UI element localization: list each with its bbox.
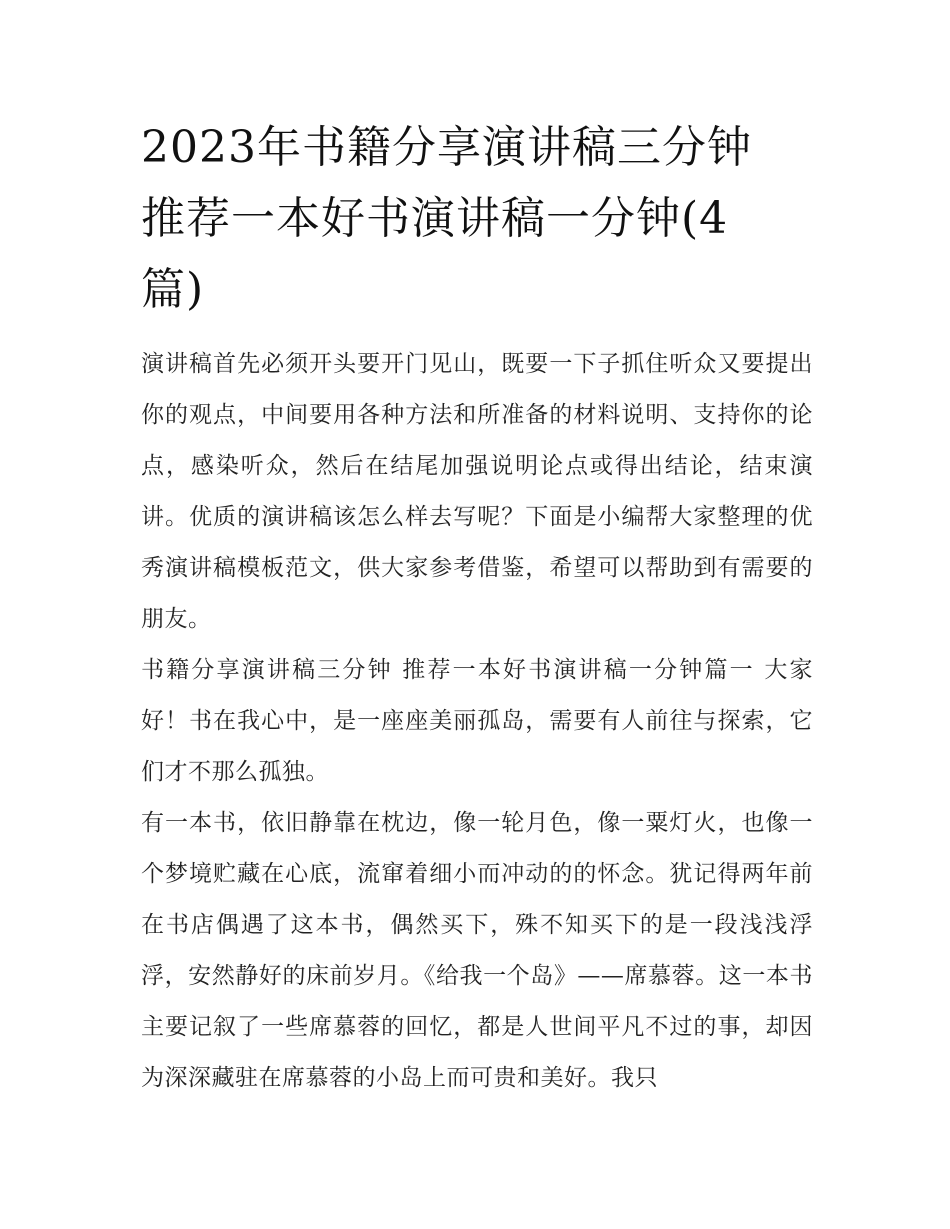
document-body — [141, 112, 813, 1104]
title-line-3: 篇) — [141, 264, 205, 315]
body-paragraph: 有一本书，依旧静靠在枕边，像一轮月色，像一粟灯火，也像一个梦境贮藏在心底，流窜着细小而冲动的的怀念。犹记得两年前在书店偶遇了这本书，偶然买下，殊不知买下的是一段浅浅浮浮，安然静好的床前岁月。《给我一个岛》——席慕蓉。这一本书主要记叙了一些席慕蓉的回忆，都是人世间平凡不过的事，却因为深深藏驻在席慕蓉的小岛上而可贵和美好。我只 — [141, 810, 813, 1091]
intro-paragraph: 演讲稿首先必须开头要开门见山，既要一下子抓住听众又要提出你的观点，中间要用各种方法和所准备的材料说明、支持你的论点，感染听众，然后在结尾加强说明论点或得出结论，结束演讲。优质的演讲稿该怎么样去写呢？下面是小编帮大家整理的优秀演讲稿模板范文，供大家参考借鉴，希望可以帮助到有需要的朋友。 — [141, 351, 813, 632]
section-one-opening-paragraph: 书籍分享演讲稿三分钟 推荐一本好书演讲稿一分钟篇一 大家好！书在我心中，是一座座美丽孤岛，需要有人前往与探索，它们才不那么孤独。 — [141, 657, 813, 785]
title-line-2: 推荐一本好书演讲稿一分钟(4 — [141, 193, 729, 244]
document-title — [141, 112, 813, 325]
title-line-1: 2023年书籍分享演讲稿三分钟 — [141, 122, 752, 173]
